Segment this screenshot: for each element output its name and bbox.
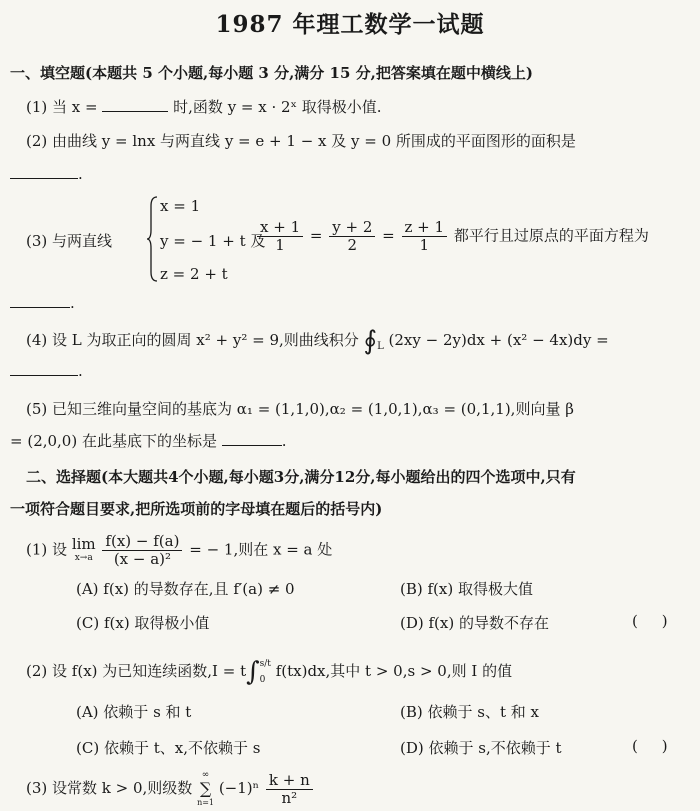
s1-q5-line2: = (2,0,0) 在此基底下的坐标是 .: [10, 432, 287, 450]
s1-q4-end: .: [78, 362, 83, 380]
s1-q3-line2: y = − 1 + t 及: [160, 232, 266, 250]
frac1: $\frac{x + 1}{1}$: [257, 219, 303, 254]
s2-q1-option-a[interactable]: (A) f(x) 的导数存在,且 f′(a) ≠ 0: [76, 580, 295, 598]
s1-q3-prefix: (3) 与两直线: [26, 232, 113, 250]
s1-q3-fractions: $\frac{x + 1}{1}$ = $\frac{y + 2}{2}$ = $\frac{z + 1}{1}$ 都平行且过原点的平面方程为: [255, 219, 649, 254]
frac3: $\frac{z + 1}{1}$: [402, 219, 448, 254]
s2-q1-frac: $\frac{f(x) - f(a)}{\text{(x − a)²}}$: [102, 533, 182, 568]
s2-q1: (1) 设 lim x→a $\frac{f(x) - f(a)}{\text{(x − a)²}}$ = − 1,则在 x = a 处: [26, 532, 333, 568]
summation: ∞ ∑ n=1: [197, 770, 215, 807]
s2-q2-option-c[interactable]: (C) 依赖于 t、x,不依赖于 s: [76, 739, 261, 757]
s1-q3-suffix: 都平行且过原点的平面方程为: [453, 226, 649, 245]
s2-q2-option-b[interactable]: (B) 依赖于 s、t 和 x: [400, 703, 539, 721]
section2-heading-line2: 一项符合题目要求,把所选项前的字母填在题后的括号内): [10, 500, 383, 518]
s1-q3-end: .: [70, 294, 75, 312]
s1-q3-line3: z = 2 + t: [160, 265, 228, 283]
limit: lim x→a: [71, 534, 96, 563]
s2-q1-option-b[interactable]: (B) f(x) 取得极大值: [400, 580, 533, 598]
s2-q1-answer-paren[interactable]: ( ): [632, 612, 668, 630]
page-title: 1987 年理工数学一试题: [215, 11, 485, 38]
s1-q1: [26, 96, 381, 117]
section2-heading-line1: 二、选择题(本大题共4个小题,每小题3分,满分12分,每小题给出的四个选项中,只有: [26, 468, 576, 486]
s1-q5-line1: (5) 已知三维向量空间的基底为 α₁ = (1,1,0),α₂ = (1,0,1),α₃ = (0,1,1),则向量 β: [26, 400, 574, 418]
s2-q2: (2) 设 f(x) 为已知连续函数,I = t∫ s/t 0 f(tx)dx,其中 t > 0,s > 0,则 I 的值: [26, 657, 513, 687]
s2-q3-frac: $\frac{k + n}{\text{n²}}$: [266, 772, 313, 807]
s1-q5-blank[interactable]: [222, 433, 282, 446]
left-brace-icon: [146, 196, 158, 282]
contour-integral-icon: ∮: [363, 326, 378, 356]
section1-heading: 一、填空题(本题共 5 个小题,每小题 3 分,满分 15 分,把答案填在题中横线上): [10, 64, 533, 82]
s2-q1-option-d[interactable]: (D) f(x) 的导数不存在: [400, 614, 549, 632]
integral-icon: ∫: [246, 657, 260, 687]
s2-q2-option-d[interactable]: (D) 依赖于 s,不依赖于 t: [400, 739, 562, 757]
s1-q3-line1: x = 1: [160, 197, 201, 215]
s1-q3-blank[interactable]: [10, 307, 70, 308]
s1-q4-blank[interactable]: [10, 375, 78, 376]
s2-q2-answer-paren[interactable]: ( ): [632, 737, 668, 755]
s2-q2-option-a[interactable]: (A) 依赖于 s 和 t: [76, 703, 192, 721]
s1-q1-blank[interactable]: [102, 99, 168, 112]
s1-q4: (4) 设 L 为取正向的圆周 x² + y² = 9,则曲线积分 $∮_L$ (2xy − 2y)dx + (x² − 4x)dy =: [26, 326, 609, 356]
frac2: $\frac{y + 2}{2}$: [329, 219, 375, 254]
sigma-icon: ∑: [199, 779, 212, 798]
integral-limits: s/t 0: [259, 659, 271, 685]
s1-q2: (2) 由曲线 y = lnx 与两直线 y = e + 1 − x 及 y = 0 所围成的平面图形的面积是: [26, 132, 576, 150]
s1-q1-prefix: (1) 当 x =: [26, 98, 98, 116]
s1-q2-blank[interactable]: [10, 178, 78, 179]
s2-q3: (3) 设常数 k > 0,则级数 ∞ ∑ n=1 (−1)ⁿ $\frac{k + n}{\text{n²}}$: [26, 770, 315, 808]
s1-q2-end: .: [78, 165, 83, 183]
s1-q1-suffix: 时,函数 y = x · 2ˣ 取得极小值.: [173, 98, 382, 116]
s2-q1-option-c[interactable]: (C) f(x) 取得极小值: [76, 614, 210, 632]
